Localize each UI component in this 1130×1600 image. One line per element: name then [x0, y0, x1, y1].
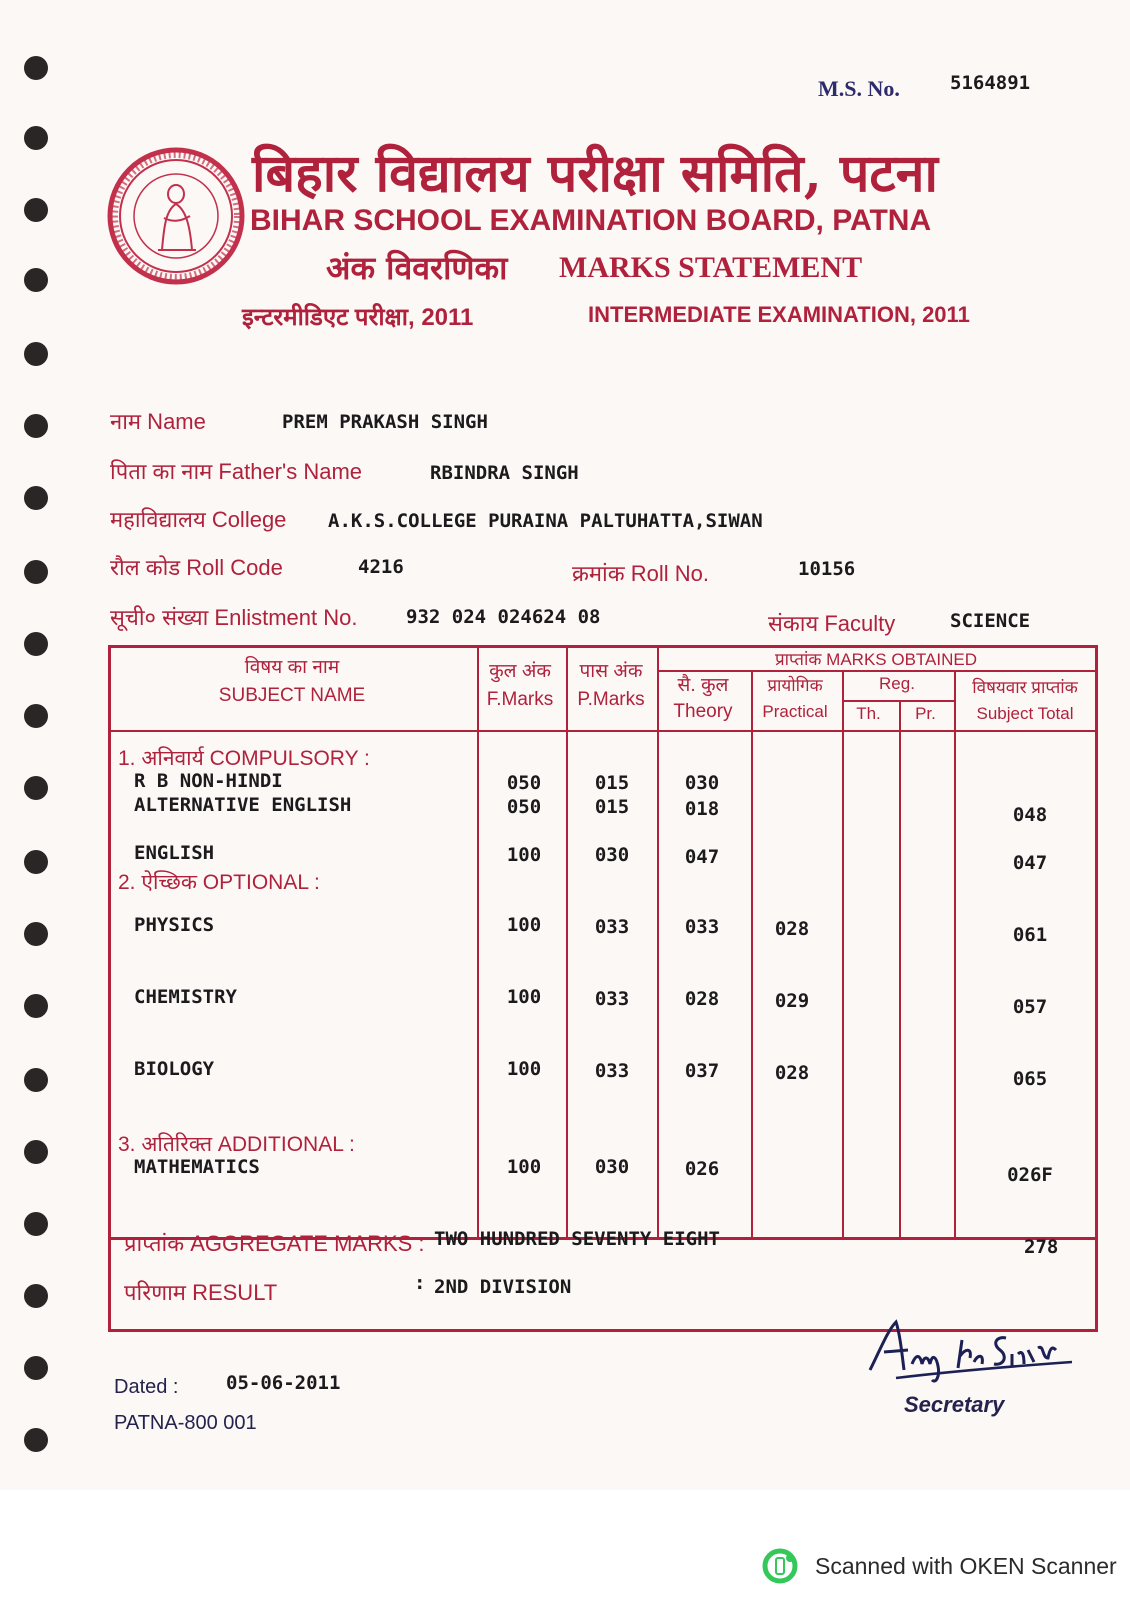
table-row-subject: R B NON-HINDI — [134, 770, 283, 792]
col-divider — [657, 648, 659, 1240]
roll-no-value: 10156 — [798, 558, 856, 580]
reg-header: Reg. — [879, 674, 915, 693]
table-row-pass-marks: 033 — [594, 988, 630, 1010]
col-divider — [899, 702, 901, 1240]
col-divider — [566, 648, 568, 1240]
table-row-subject-total: 047 — [1012, 852, 1048, 874]
col-divider — [751, 672, 753, 1240]
full-marks-header-english: F.Marks — [486, 689, 554, 710]
table-row-subject: PHYSICS — [134, 914, 215, 936]
place: PATNA-800 001 — [114, 1412, 257, 1434]
table-row-subject-total: 048 — [1012, 804, 1048, 826]
table-row-practical: 028 — [774, 918, 810, 940]
father-name-label: पिता का नाम Father's Name — [110, 459, 363, 484]
table-row-subject-total: 061 — [1012, 924, 1048, 946]
table-row-theory: 033 — [684, 916, 720, 938]
table-row-full-marks: 100 — [506, 844, 542, 866]
statement-title-hindi: अंक विवरणिका — [326, 249, 508, 287]
table-row-full-marks: 050 — [506, 796, 542, 818]
col-divider — [477, 648, 479, 1240]
result-value: 2ND DIVISION — [434, 1276, 572, 1298]
name-value: PREM PRAKASH SINGH — [282, 411, 488, 433]
oken-scanner-logo-icon — [762, 1548, 798, 1584]
board-name-english: BIHAR SCHOOL EXAMINATION BOARD, PATNA — [250, 204, 932, 237]
binder-hole — [24, 126, 48, 150]
scanner-watermark-text: Scanned with OKEN Scanner — [815, 1553, 1117, 1579]
statement-title-english: MARKS STATEMENT — [559, 251, 863, 284]
table-row-theory: 028 — [684, 988, 720, 1010]
binder-hole — [24, 560, 48, 584]
enlistment-value: 932 024 024624 08 — [406, 606, 601, 628]
reg-practical-header: Pr. — [915, 704, 936, 723]
binder-hole — [24, 342, 48, 366]
binder-hole — [24, 922, 48, 946]
table-row-theory: 030 — [684, 772, 720, 794]
exam-title-hindi: इन्टरमीडिएट परीक्षा, 2011 — [242, 304, 474, 331]
table-row-subject: CHEMISTRY — [134, 986, 237, 1008]
table-row-subject: ENGLISH — [134, 842, 215, 864]
section-optional: 2. ऐच्छिक OPTIONAL : — [118, 871, 320, 894]
practical-header-hindi: प्रायोगिक — [767, 676, 823, 695]
subject-header-english: SUBJECT NAME — [218, 685, 366, 706]
subject-total-header-english: Subject Total — [976, 704, 1074, 723]
exam-title-english: INTERMEDIATE EXAMINATION, 2011 — [588, 302, 970, 327]
col-divider — [842, 672, 844, 1240]
table-row-subject: BIOLOGY — [134, 1058, 215, 1080]
table-row-pass-marks: 015 — [594, 796, 630, 818]
table-row-full-marks: 100 — [506, 986, 542, 1008]
aggregate-words: TWO HUNDRED SEVENTY EIGHT — [434, 1228, 720, 1250]
binder-hole — [24, 1284, 48, 1308]
faculty-label: संकाय Faculty — [768, 611, 896, 636]
subject-header-hindi: विषय का नाम — [244, 657, 340, 678]
table-row-pass-marks: 033 — [594, 916, 630, 938]
table-row-theory: 047 — [684, 846, 720, 868]
father-name-value: RBINDRA SINGH — [430, 462, 579, 484]
table-row-theory: 018 — [684, 798, 720, 820]
binder-hole — [24, 486, 48, 510]
table-row-subject-total: 057 — [1012, 996, 1048, 1018]
table-row-theory: 037 — [684, 1060, 720, 1082]
table-row-practical: 029 — [774, 990, 810, 1012]
practical-header-english: Practical — [762, 702, 828, 721]
section-additional: 3. अतिरिक्त ADDITIONAL : — [118, 1133, 355, 1156]
pass-marks-header-hindi: पास अंक — [579, 661, 643, 682]
table-row-pass-marks: 015 — [594, 772, 630, 794]
table-row-subject: ALTERNATIVE ENGLISH — [134, 794, 352, 816]
col-divider — [954, 672, 956, 1240]
aggregate-label: प्राप्तांक AGGREGATE MARKS : — [124, 1231, 425, 1256]
ms-no-value: 5164891 — [950, 72, 1031, 94]
table-row-full-marks: 100 — [506, 1156, 542, 1178]
binder-hole — [24, 632, 48, 656]
table-row-subject-total: 065 — [1012, 1068, 1048, 1090]
aggregate-value: 278 — [1024, 1236, 1059, 1258]
binder-hole — [24, 994, 48, 1018]
secretary-title: Secretary — [904, 1392, 1005, 1417]
name-label: नाम Name — [110, 409, 206, 434]
table-row-practical: 028 — [774, 1062, 810, 1084]
binder-hole — [24, 414, 48, 438]
binder-hole — [24, 776, 48, 800]
scanner-footer — [0, 1490, 1130, 1600]
table-row-full-marks: 100 — [506, 914, 542, 936]
binder-hole — [24, 704, 48, 728]
table-row-full-marks: 050 — [506, 772, 542, 794]
reg-theory-header: Th. — [856, 704, 881, 723]
table-row-full-marks: 100 — [506, 1058, 542, 1080]
table-row-pass-marks: 030 — [594, 1156, 630, 1178]
binder-hole — [24, 1212, 48, 1236]
subject-total-header-hindi: विषयवार प्राप्तांक — [972, 678, 1078, 697]
binder-hole — [24, 850, 48, 874]
marks-obtained-header: प्राप्तांक MARKS OBTAINED — [774, 650, 977, 669]
theory-header-english: Theory — [673, 701, 733, 722]
dated-value: 05-06-2011 — [226, 1372, 341, 1394]
enlistment-label: सूची० संख्या Enlistment No. — [110, 605, 358, 630]
college-value: A.K.S.COLLEGE PURAINA PALTUHATTA,SIWAN — [328, 510, 763, 532]
binder-hole — [24, 268, 48, 292]
binder-hole — [24, 1140, 48, 1164]
binder-hole — [24, 1428, 48, 1452]
roll-code-label: रौल कोड Roll Code — [110, 555, 283, 580]
result-label: परिणाम RESULT — [124, 1280, 278, 1305]
table-row-pass-marks: 033 — [594, 1060, 630, 1082]
table-row-subject: MATHEMATICS — [134, 1156, 260, 1178]
header-bottom-line — [111, 730, 1098, 732]
secretary-signature — [866, 1314, 1086, 1394]
binder-hole — [24, 1068, 48, 1092]
binder-hole — [24, 1356, 48, 1380]
board-name-hindi: बिहार विद्यालय परीक्षा समिति, पटना — [252, 143, 938, 204]
theory-header-hindi: सै. कुल — [677, 675, 729, 696]
binder-hole — [24, 198, 48, 222]
dated-label: Dated : — [114, 1376, 179, 1398]
table-row-subject-total: 026F — [1007, 1164, 1053, 1186]
college-label: महाविद्यालय College — [110, 507, 287, 532]
table-row-pass-marks: 030 — [594, 844, 630, 866]
pass-marks-header-english: P.Marks — [577, 689, 645, 710]
faculty-value: SCIENCE — [950, 610, 1031, 632]
board-seal-icon — [106, 146, 246, 286]
table-row-theory: 026 — [684, 1158, 720, 1180]
result-colon: : — [414, 1272, 426, 1294]
roll-no-label: क्रमांक Roll No. — [572, 561, 710, 586]
roll-code-value: 4216 — [358, 556, 404, 578]
section-compulsory: 1. अनिवार्य COMPULSORY : — [118, 747, 370, 770]
full-marks-header-hindi: कुल अंक — [489, 661, 551, 682]
binder-hole — [24, 56, 48, 80]
ms-no-label: M.S. No. — [818, 76, 900, 101]
